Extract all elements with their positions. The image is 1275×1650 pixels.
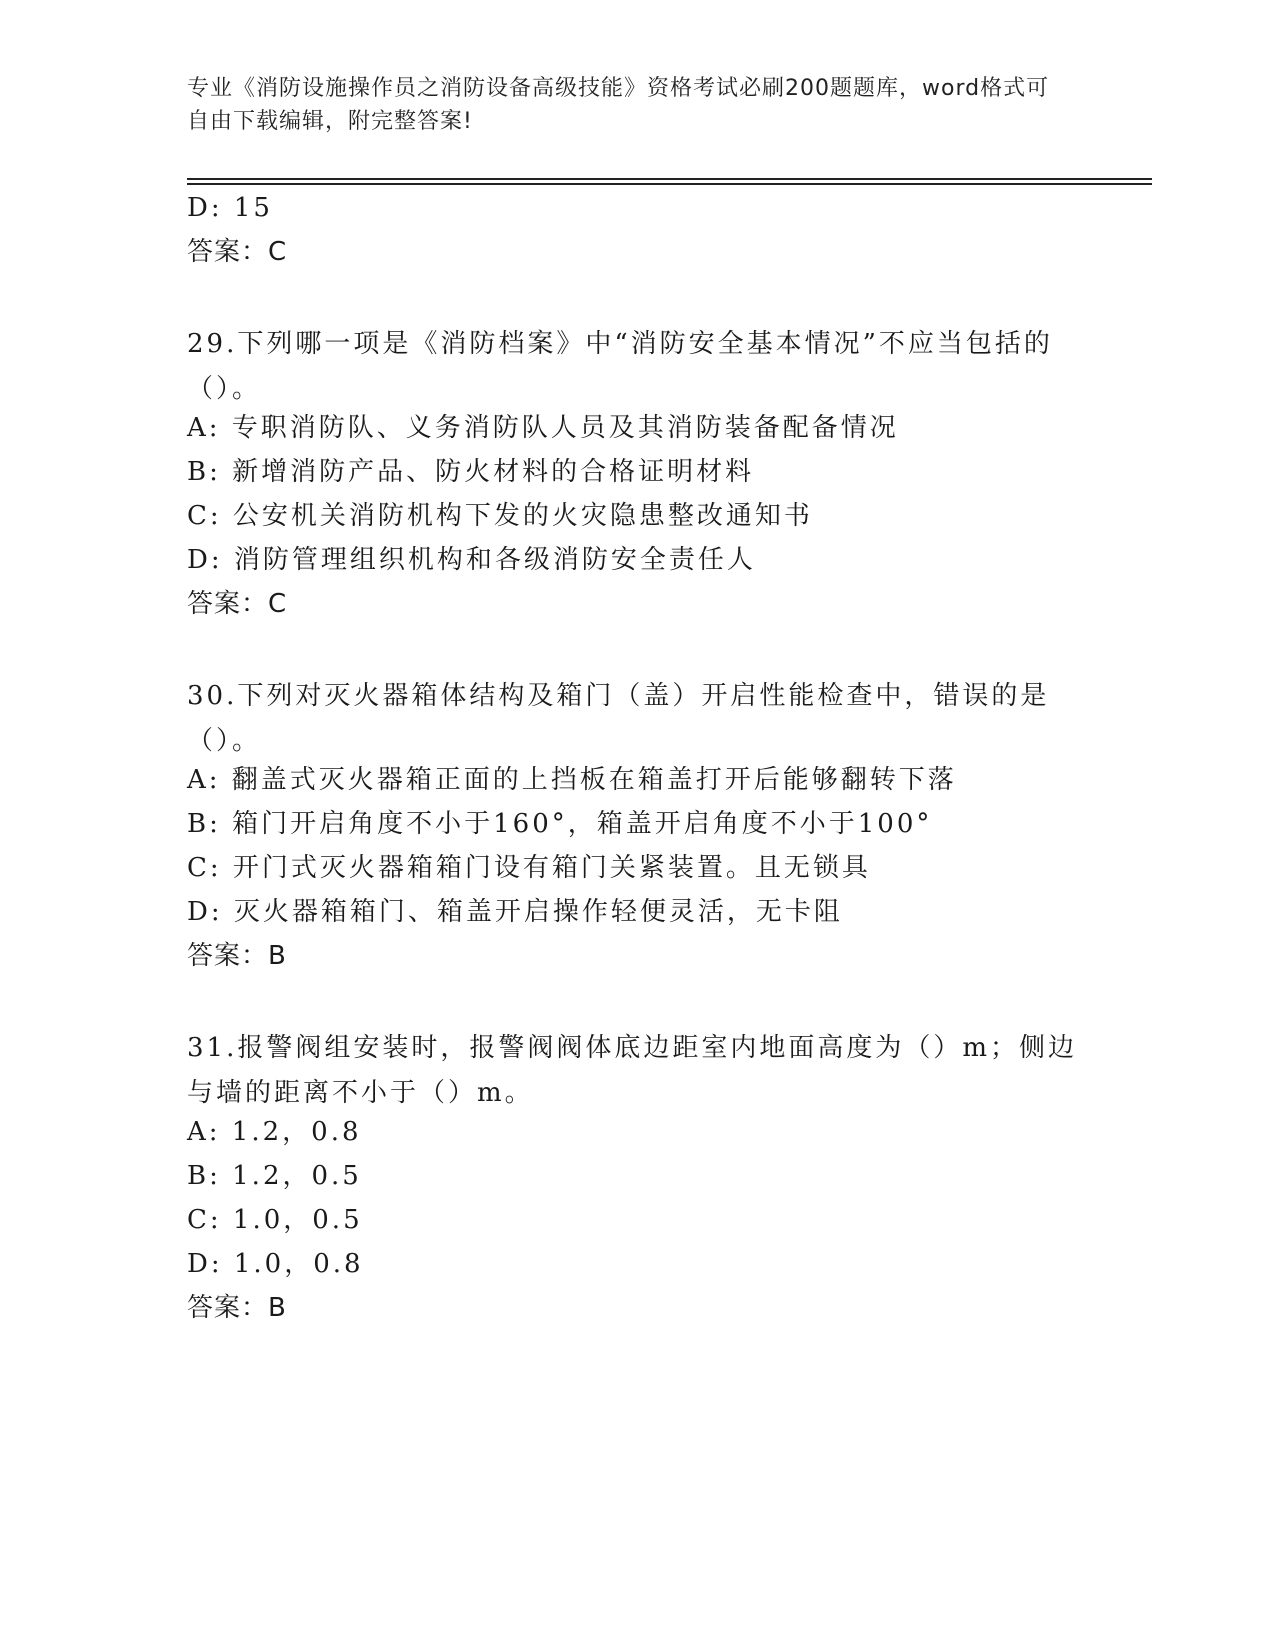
question-29-stem: 29.下列哪一项是《消防档案》中“消防安全基本情况”不应当包括的（）。 — [187, 329, 1053, 404]
question-30-stem: 30.下列对灭火器箱体结构及箱门（盖）开启性能检查中，错误的是（）。 — [187, 681, 1050, 756]
question-31-answer: 答案：B — [187, 1293, 287, 1323]
question-31-option-c: C: 1.0，0.5 — [187, 1205, 363, 1235]
document-header: 专业《消防设施操作员之消防设备高级技能》资格考试必刷200题题库，word格式可自由下载编辑，附完整答案! — [187, 76, 1050, 134]
question-29-answer: 答案：C — [187, 589, 288, 619]
question-29-option-b: B: 新增消防产品、防火材料的合格证明材料 — [187, 457, 755, 487]
header-rule-bottom — [187, 183, 1152, 185]
question-29-option-d: D: 消防管理组织机构和各级消防安全责任人 — [187, 545, 756, 575]
question-30-option-a: A: 翻盖式灭火器箱正面的上挡板在箱盖打开后能够翻转下落 — [187, 765, 957, 795]
question-30-option-c: C: 开门式灭火器箱箱门设有箱门关紧装置。且无锁具 — [187, 853, 871, 883]
question-31-option-d: D: 1.0，0.8 — [187, 1249, 364, 1279]
prev-option-d: D: 15 — [187, 193, 273, 223]
question-30-option-d: D: 灭火器箱箱门、箱盖开启操作轻便灵活，无卡阻 — [187, 897, 843, 927]
question-29-option-c: C: 公安机关消防机构下发的火灾隐患整改通知书 — [187, 501, 813, 531]
prev-answer: 答案：C — [187, 237, 288, 267]
question-29-option-a: A: 专职消防队、义务消防队人员及其消防装备配备情况 — [187, 413, 899, 443]
header-rule-top — [187, 178, 1152, 180]
question-30-answer: 答案：B — [187, 941, 287, 971]
question-30-option-b: B: 箱门开启角度不小于160°，箱盖开启角度不小于100° — [187, 809, 933, 839]
question-31-option-a: A: 1.2，0.8 — [187, 1117, 362, 1147]
question-31-stem: 31.报警阀组安装时，报警阀阀体底边距室内地面高度为（）m；侧边与墙的距离不小于（）m。 — [187, 1033, 1078, 1108]
question-31-option-b: B: 1.2，0.5 — [187, 1161, 362, 1191]
